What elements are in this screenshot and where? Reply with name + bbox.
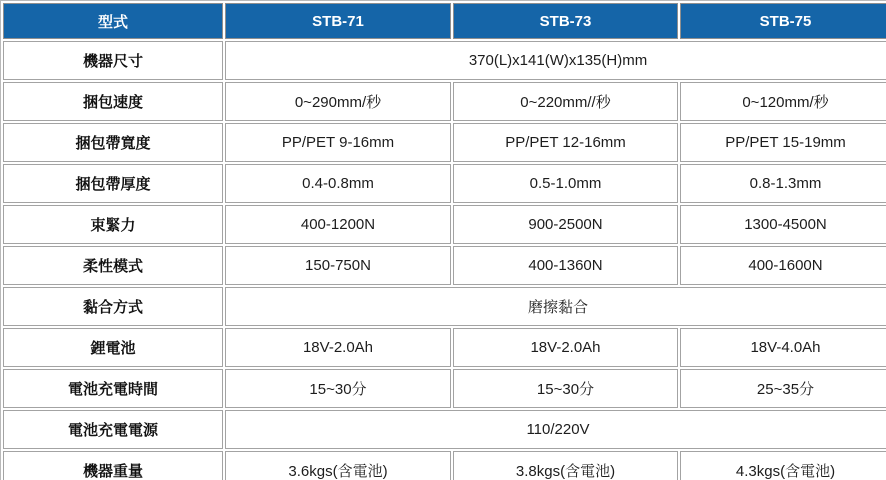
- row-value-span: 磨擦黏合: [225, 287, 886, 326]
- table-row-strap-thickness: [3, 164, 886, 203]
- row-value: 0~220mm//秒: [453, 82, 678, 121]
- row-value: 0.8-1.3mm: [680, 164, 886, 203]
- row-label: 黏合方式: [3, 287, 223, 326]
- header-cell-stb-71: STB-71: [225, 3, 451, 39]
- row-value: 1300-4500N: [680, 205, 886, 244]
- row-value: 400-1200N: [225, 205, 451, 244]
- row-value: PP/PET 9-16mm: [225, 123, 451, 162]
- row-value: 18V-4.0Ah: [680, 328, 886, 367]
- row-label: 電池充電時間: [3, 369, 223, 408]
- row-label: 束緊力: [3, 205, 223, 244]
- table-row-machine-weight: [3, 451, 886, 480]
- row-value: 150-750N: [225, 246, 451, 285]
- table-row-machine-size: [3, 41, 886, 80]
- header-cell-stb-73: STB-73: [453, 3, 678, 39]
- table-row-bonding-method: [3, 287, 886, 326]
- row-value: PP/PET 15-19mm: [680, 123, 886, 162]
- table-row-charge-time: [3, 369, 886, 408]
- row-value: 18V-2.0Ah: [453, 328, 678, 367]
- row-value: 25~35分: [680, 369, 886, 408]
- table-row-tension-force: [3, 205, 886, 244]
- row-value: 15~30分: [453, 369, 678, 408]
- table-row-strapping-speed: [3, 82, 886, 121]
- table-row-strap-width: [3, 123, 886, 162]
- row-value: 900-2500N: [453, 205, 678, 244]
- row-value: 0~120mm/秒: [680, 82, 886, 121]
- table-row-soft-mode: [3, 246, 886, 285]
- row-value: 18V-2.0Ah: [225, 328, 451, 367]
- row-label: 機器尺寸: [3, 41, 223, 80]
- row-value: 400-1600N: [680, 246, 886, 285]
- row-label: 鋰電池: [3, 328, 223, 367]
- row-label: 捆包帶寬度: [3, 123, 223, 162]
- row-value: 400-1360N: [453, 246, 678, 285]
- header-cell-stb-75: STB-75: [680, 3, 886, 39]
- table-row-charge-power: [3, 410, 886, 449]
- row-label: 捆包帶厚度: [3, 164, 223, 203]
- row-value: 3.6kgs(含電池): [225, 451, 451, 480]
- row-value-span: 370(L)x141(W)x135(H)mm: [225, 41, 886, 80]
- row-value: PP/PET 12-16mm: [453, 123, 678, 162]
- header-cell-model-type: 型式: [3, 3, 223, 39]
- row-label: 捆包速度: [3, 82, 223, 121]
- row-label: 電池充電電源: [3, 410, 223, 449]
- row-label: 柔性模式: [3, 246, 223, 285]
- row-value: 3.8kgs(含電池): [453, 451, 678, 480]
- row-value: 0.5-1.0mm: [453, 164, 678, 203]
- row-value: 4.3kgs(含電池): [680, 451, 886, 480]
- row-value: 0~290mm/秒: [225, 82, 451, 121]
- table-header-row: [3, 3, 886, 39]
- row-value: 0.4-0.8mm: [225, 164, 451, 203]
- row-label: 機器重量: [3, 451, 223, 480]
- row-value: 15~30分: [225, 369, 451, 408]
- row-value-span: 110/220V: [225, 410, 886, 449]
- table-row-lithium-battery: [3, 328, 886, 367]
